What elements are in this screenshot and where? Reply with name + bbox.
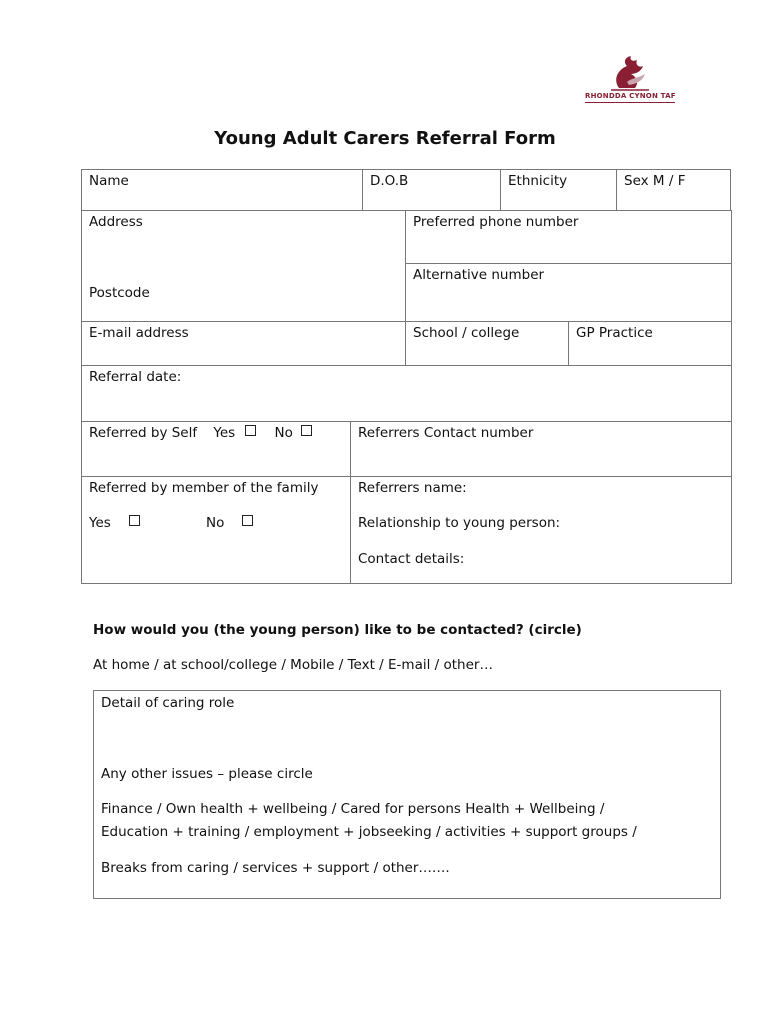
name-label: Name [89, 173, 129, 189]
referred-self-no-label: No [274, 425, 293, 441]
family-yes-checkbox[interactable] [129, 515, 140, 526]
issues-options-line-3[interactable]: Breaks from caring / services + support / other……. [101, 860, 450, 876]
gp-practice-label: GP Practice [576, 325, 653, 341]
family-yes-label: Yes [89, 515, 111, 531]
referrers-contact-field[interactable] [350, 421, 732, 477]
referred-self-yes-label: Yes [213, 425, 236, 441]
alternative-number-field[interactable] [405, 263, 732, 322]
referrers-name-label: Referrers name: [358, 480, 467, 496]
family-yes-group [89, 515, 140, 532]
issues-options-line-1[interactable]: Finance / Own health + wellbeing / Cared for persons Health + Wellbeing / [101, 801, 605, 817]
contact-options[interactable]: At home / at school/college / Mobile / Text / E-mail / other… [93, 657, 493, 673]
address-label: Address [89, 214, 143, 230]
referred-family-label: Referred by member of the family [89, 480, 319, 496]
contact-details-label: Contact details: [358, 551, 465, 567]
caring-role-heading: Detail of caring role [101, 695, 235, 711]
sex-field[interactable] [616, 169, 731, 211]
dob-label: D.O.B [370, 173, 409, 189]
referred-self-yes-checkbox[interactable] [245, 425, 256, 436]
alternative-number-label: Alternative number [413, 267, 545, 283]
referred-family-field [81, 476, 351, 584]
logo-text: RHONDDA CYNON TAF [585, 92, 676, 100]
referrer-details-field[interactable] [350, 476, 732, 584]
issues-options-line-2[interactable]: Education + training / employment + jobseeking / activities + support groups / [101, 824, 637, 840]
caring-role-detail-box[interactable] [93, 690, 721, 899]
relationship-label: Relationship to young person: [358, 515, 561, 531]
family-no-label: No [206, 515, 225, 531]
dob-field[interactable] [362, 169, 501, 211]
page-title: Young Adult Carers Referral Form [214, 128, 556, 149]
logo-rule [585, 102, 675, 103]
school-field[interactable] [405, 321, 569, 366]
gp-practice-field[interactable] [568, 321, 732, 366]
family-no-group [206, 515, 253, 532]
other-issues-label: Any other issues – please circle [101, 766, 313, 782]
email-label: E-mail address [89, 325, 189, 341]
ethnicity-label: Ethnicity [508, 173, 568, 189]
referrers-contact-label: Referrers Contact number [358, 425, 534, 441]
postcode-label: Postcode [89, 285, 150, 301]
referred-self-no-checkbox[interactable] [301, 425, 312, 436]
name-field[interactable] [81, 169, 363, 211]
address-field[interactable] [81, 210, 406, 322]
school-label: School / college [413, 325, 520, 341]
family-no-checkbox[interactable] [242, 515, 253, 526]
referred-self-label: Referred by Self [89, 425, 198, 441]
referred-self-field [81, 421, 351, 477]
preferred-phone-field[interactable] [405, 210, 732, 264]
email-field[interactable] [81, 321, 406, 366]
contact-question: How would you (the young person) like to be contacted? (circle) [93, 622, 582, 638]
referral-date-label: Referral date: [89, 369, 182, 385]
referral-date-field[interactable] [81, 365, 732, 422]
preferred-phone-label: Preferred phone number [413, 214, 579, 230]
ethnicity-field[interactable] [500, 169, 617, 211]
council-logo [585, 52, 675, 110]
dragon-logo-icon [599, 52, 661, 92]
sex-label: Sex M / F [624, 173, 686, 189]
